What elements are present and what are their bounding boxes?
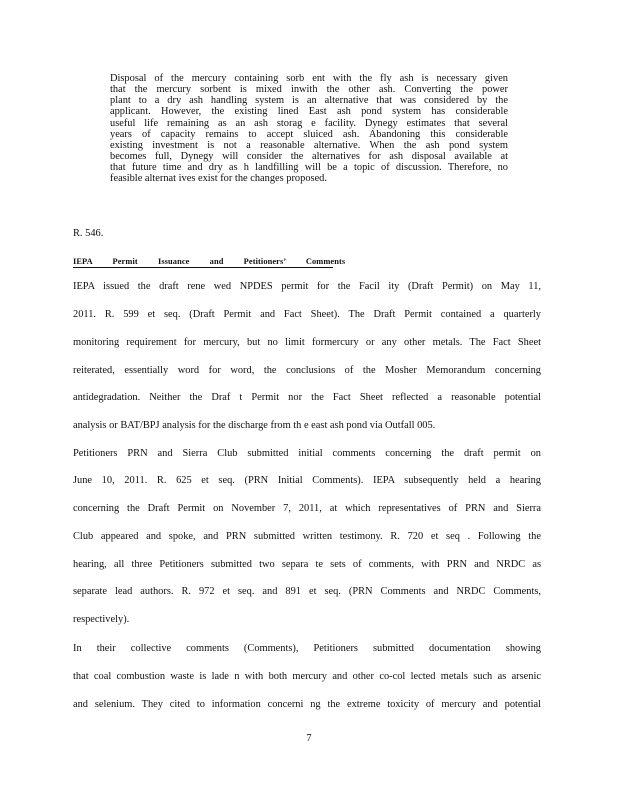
quote-line: applicant. However, the existing lined East ash pond system has considerable [110, 106, 508, 118]
body-line: analysis or BAT/BPJ analysis for the discharge from th e east ash pond via Outfall 005. [73, 420, 436, 431]
body-line: In their collective comments (Comments), Petitioners submitted documentation showing [73, 643, 541, 654]
body-line: hearing, all three Petitioners submitted two separa te sets of comments, with PRN and NRDC as [73, 559, 541, 570]
quote-line: useful life remaining as an ash storag e facility. Dynegy estimates that several [110, 117, 508, 129]
body-line: separate lead authors. R. 972 et seq. and 891 et seq. (PRN Comments and NRDC Comments, [73, 586, 541, 597]
quote-line: years of capacity remains to accept sluiced ash. Abandoning this considerable [110, 128, 508, 140]
body-line: respectively). [73, 614, 130, 625]
body-line: reiterated, essentially word for word, the conclusions of the Mosher Memorandum concerning [73, 365, 541, 376]
body-line: concerning the Draft Permit on November 7, 2011, at which representatives of PRN and Sierra [73, 503, 541, 514]
body-line: antidegradation. Neither the Draf t Permit nor the Fact Sheet reflected a reasonable potential [73, 392, 541, 403]
section-heading: IEPA Permit Issuance and Petitioners’ Comments [73, 257, 346, 266]
quote-line: that future time and dry as h landfilling will be a topic of discussion. Therefore, no [110, 162, 508, 174]
body-line: Club appeared and spoke, and PRN submitted written testimony. R. 720 et seq . Following the [73, 531, 541, 542]
record-citation: R. 546. [73, 228, 104, 239]
page-number: 7 [306, 733, 312, 744]
quote-line: Disposal of the mercury containing sorb ent with the fly ash is necessary given [110, 73, 508, 84]
body-line: IEPA issued the draft rene wed NPDES permit for the Facil ity (Draft Permit) on May 11, [73, 281, 541, 292]
block-quote [110, 73, 508, 184]
quote-line: becomes full, Dynegy will consider the alternatives for ash disposal available at [110, 150, 508, 162]
body-line: June 10, 2011. R. 625 et seq. (PRN Initial Comments). IEPA subsequently held a hearing [73, 475, 541, 486]
quote-line: that the mercury sorbent is mixed inwith the other ash. Converting the power [110, 84, 508, 96]
quote-line: plant to a dry ash handling system is an alternative that was considered by the [110, 95, 508, 107]
quote-line: feasible alternat ives exist for the changes proposed. [110, 173, 327, 185]
body-line: and selenium. They cited to information concerni ng the extreme toxicity of mercury and potential [73, 699, 541, 710]
body-line: 2011. R. 599 et seq. (Draft Permit and Fact Sheet). The Draft Permit contained a quarterly [73, 309, 541, 320]
body-line: monitoring requirement for mercury, but no limit formercury or any other metals. The Fact Sheet [73, 337, 541, 348]
body-line: that coal combustion waste is lade n with both mercury and other co-col lected metals such as arsenic [73, 671, 541, 682]
quote-line: existing investment is not a reasonable alternative. When the ash pond system [110, 139, 508, 151]
body-line: Petitioners PRN and Sierra Club submitted initial comments concerning the draft permit on [73, 448, 541, 459]
